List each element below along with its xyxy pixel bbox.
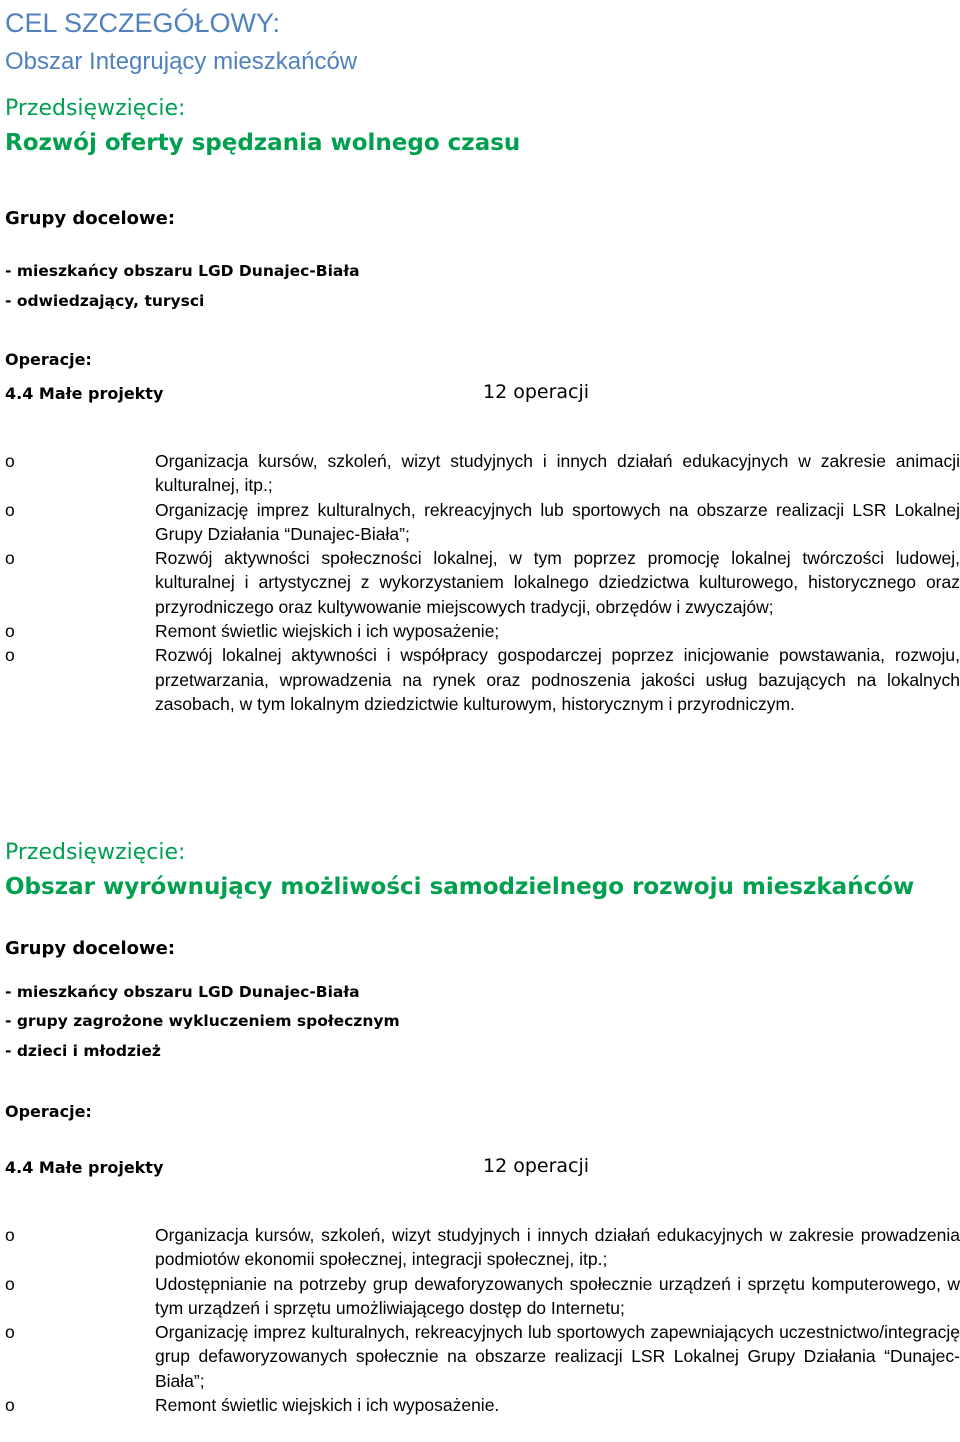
bullet-marker: o [5,451,15,471]
section-1-group-item: - odwiedzający, turysci [5,292,205,310]
section-2-operations-heading: Operacje: [5,1102,92,1121]
list-item-text: Organizację imprez kulturalnych, rekreacyjnych lub sportowych zapewniających uczestnictwo/integrację grup defaworyzowanych społecznie na obszarze realizacji LSR Lokalnej Grupy Działania “Dunajec-Biała”; [155,1322,960,1391]
list-item [5,449,960,498]
list-item [5,1393,960,1417]
section-2-label: Przedsięwzięcie: [5,840,186,865]
section-1-operations-heading: Operacje: [5,350,92,369]
list-item-text: Udostępnianie na potrzeby grup dewaforyzowanych społecznie urządzeń i sprzętu komputerowego, w tym urządzeń i sprzętu umożliwiającego dostęp do Internetu; [155,1273,960,1318]
section-1-bullet-list [5,449,960,716]
list-item [5,1223,960,1272]
bullet-marker: o [5,1395,15,1416]
bullet-marker: o [5,1273,15,1294]
list-item-text: Remont świetlic wiejskich i ich wyposażenie. [155,1395,500,1416]
section-1-group-item: - mieszkańcy obszaru LGD Dunajec-Biała [5,262,360,280]
section-2-title: Obszar wyrównujący możliwości samodzielnego rozwoju mieszkańców [5,874,915,900]
goal-title: CEL SZCZEGÓŁOWY: [5,8,281,38]
section-1-label: Przedsięwzięcie: [5,96,186,121]
list-item [5,643,960,716]
section-2-operation-name: 4.4 Małe projekty [5,1158,164,1177]
section-2-group-item: - grupy zagrożone wykluczeniem społecznym [5,1012,400,1030]
list-item [5,498,960,547]
bullet-marker: o [5,621,15,642]
section-2-group-item: - dzieci i młodzież [5,1042,161,1060]
section-1-groups-heading: Grupy docelowe: [5,208,176,229]
section-1-title: Rozwój oferty spędzania wolnego czasu [5,130,521,156]
section-2-bullet-list [5,1223,960,1417]
list-item-text: Organizacja kursów, szkoleń, wizyt studyjnych i innych działań edukacyjnych w zakresie prowadzenia podmiotów ekonomii społecznej, integracji społecznej, itp.; [155,1225,960,1270]
bullet-marker: o [5,499,15,520]
bullet-marker: o [5,1225,15,1245]
list-item [5,619,960,643]
section-1-operation-count: 12 operacji [483,381,590,403]
list-item [5,1320,960,1393]
list-item [5,1272,960,1321]
list-item-text: Rozwój aktywności społeczności lokalnej, w tym poprzez promocję lokalnej twórczości ludowej, kulturalnej i artystycznej z wykorzystaniem lokalnego dziedzictwa kulturowego, historycznego oraz przyrodniczego oraz kultywowanie miejscowych tradycji, obrzędów i zwyczajów; [155,548,960,617]
list-item-text: Organizacja kursów, szkoleń, wizyt studyjnych i innych działań edukacyjnych w zakresie animacji kulturalnej, itp.; [155,451,960,496]
section-2-groups-heading: Grupy docelowe: [5,938,176,959]
list-item-text: Organizację imprez kulturalnych, rekreacyjnych lub sportowych na obszarze realizacji LSR Lokalnej Grupy Działania “Dunajec-Biała”; [155,499,960,544]
list-item [5,546,960,619]
list-item-text: Remont świetlic wiejskich i ich wyposażenie; [155,621,500,642]
section-1-operation-name: 4.4 Małe projekty [5,384,164,403]
bullet-marker: o [5,548,15,569]
bullet-marker: o [5,645,15,666]
goal-subtitle: Obszar Integrujący mieszkańców [5,48,358,75]
section-2-group-item: - mieszkańcy obszaru LGD Dunajec-Biała [5,983,360,1001]
bullet-marker: o [5,1322,15,1343]
section-2-operation-count: 12 operacji [483,1155,590,1177]
list-item-text: Rozwój lokalnej aktywności i współpracy gospodarczej poprzez inicjowanie powstawania, rozwoju, przetwarzania, wprowadzenia na rynek oraz podnoszenia jakości usług bazujących na lokalnych zasobach, w tym lokalnym dziedzictwie kulturowym, historycznym i przyrodniczym. [155,645,960,714]
